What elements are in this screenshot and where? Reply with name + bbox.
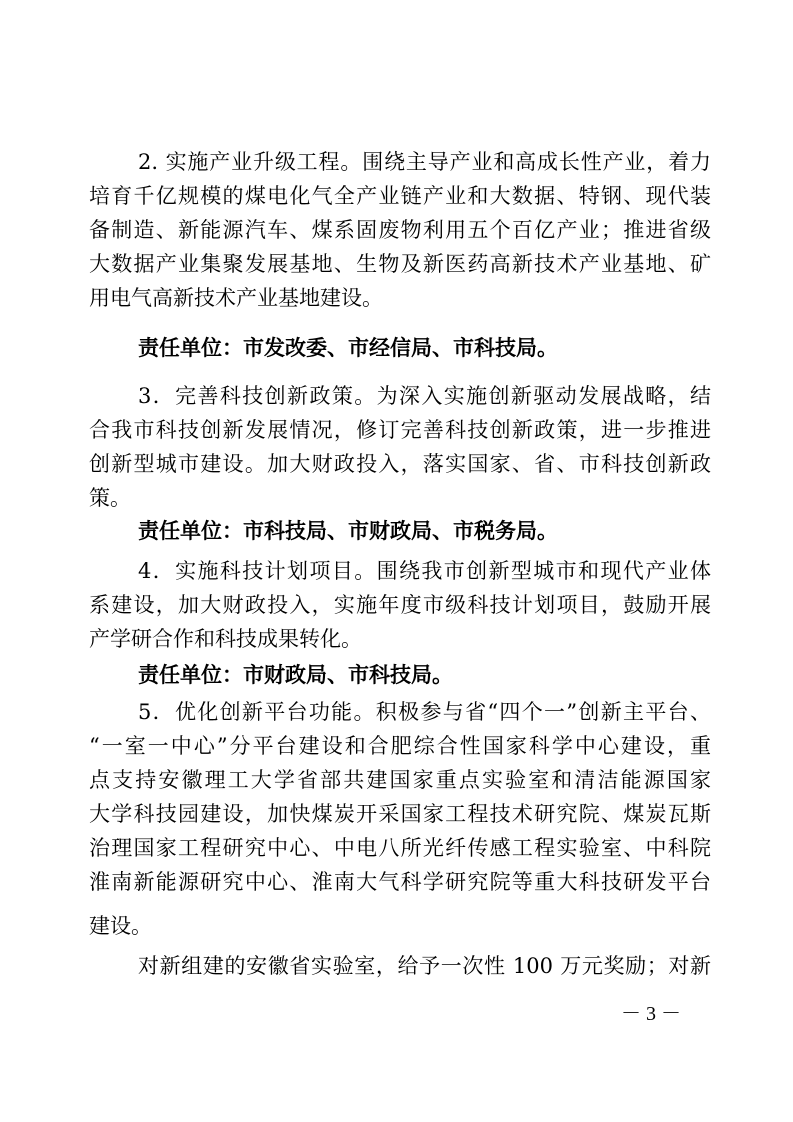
responsible-units-3 <box>138 516 558 546</box>
paragraph-3-line-3: 创新型城市建设。加大财政投入，落实国家、省、市科技创新政 <box>89 452 711 476</box>
responsible-units-text: 市科技局、市财政局、市税务局。 <box>243 519 558 543</box>
paragraph-3-line-2: 合我市科技创新发展情况，修订完善科技创新政策，进一步推进 <box>89 418 711 442</box>
paragraph-2-line-5: 用电气高新技术产业基地建设。 <box>89 286 383 310</box>
paragraph-2-line-4: 大数据产业集聚发展基地、生物及新医药高新技术产业基地、矿 <box>89 252 711 276</box>
paragraph-5-line-1: 5．优化创新平台功能。积极参与省“四个一”创新主平台、 <box>138 700 711 724</box>
responsible-label: 责任单位： <box>138 663 243 687</box>
paragraph-5-line-4: 大学科技园建设，加快煤炭开采国家工程技术研究院、煤炭瓦斯 <box>89 802 711 826</box>
paragraph-4-line-3: 产学研合作和科技成果转化。 <box>89 627 362 651</box>
paragraph-5-line-5: 治理国家工程研究中心、中电八所光纤传感工程实验室、中科院 <box>89 836 711 860</box>
paragraph-3-line-4: 策。 <box>89 486 131 510</box>
paragraph-2-line-3: 备制造、新能源汽车、煤系固废物利用五个百亿产业；推进省级 <box>89 218 711 242</box>
responsible-units-2 <box>138 333 558 363</box>
paragraph-2-line-2: 培育千亿规模的煤电化气全产业链产业和大数据、特钢、现代装 <box>89 184 711 208</box>
paragraph-5-line-6: 淮南新能源研究中心、淮南大气科学研究院等重大科技研发平台 <box>89 870 711 894</box>
paragraph-3-line-1: 3．完善科技创新政策。为深入实施创新驱动发展战略，结 <box>138 384 711 408</box>
responsible-label: 责任单位： <box>138 336 243 360</box>
paragraph-5-line-7: 建设。 <box>89 914 152 938</box>
page-number: － 3 － <box>621 1003 681 1025</box>
paragraph-5-line-3: 点支持安徽理工大学省部共建国家重点实验室和清洁能源国家 <box>89 768 711 792</box>
responsible-units-4 <box>138 660 453 690</box>
responsible-units-text: 市财政局、市科技局。 <box>243 663 453 687</box>
responsible-units-text: 市发改委、市经信局、市科技局。 <box>243 336 558 360</box>
paragraph-5-line-2: “一室一中心”分平台建设和合肥综合性国家科学中心建设，重 <box>89 734 711 758</box>
paragraph-4-line-1: 4．实施科技计划项目。围绕我市创新型城市和现代产业体 <box>138 559 711 583</box>
paragraph-4-line-2: 系建设，加大财政投入，实施年度市级科技计划项目，鼓励开展 <box>89 593 711 617</box>
responsible-label: 责任单位： <box>138 519 243 543</box>
paragraph-6-line-1: 对新组建的安徽省实验室，给予一次性 100 万元奖励；对新 <box>138 954 711 978</box>
paragraph-2-line-1: 2. 实施产业升级工程。围绕主导产业和高成长性产业，着力 <box>138 150 711 174</box>
